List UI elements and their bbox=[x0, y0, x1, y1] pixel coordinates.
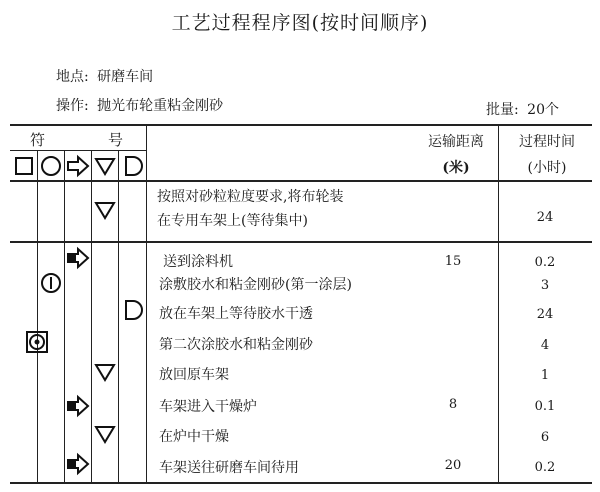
arrow-icon bbox=[66, 154, 90, 178]
row4-text: 放在车架上等待胶水干透 bbox=[159, 306, 313, 322]
operation-circle-icon bbox=[39, 271, 63, 295]
symbol-col-divider-4 bbox=[118, 150, 119, 482]
header-time-line2: (小时) bbox=[527, 160, 567, 176]
location-line bbox=[56, 66, 153, 86]
row2-time: 0.2 bbox=[534, 255, 556, 270]
row6-text: 放回原车架 bbox=[159, 367, 229, 383]
square-icon bbox=[12, 154, 36, 178]
delay-d-icon bbox=[121, 298, 145, 322]
table-bottom-rule bbox=[10, 482, 592, 484]
operation-value: 抛光布轮重粘金刚砂 bbox=[97, 98, 224, 114]
d-icon bbox=[121, 154, 145, 178]
header-distance-line2: (米) bbox=[442, 160, 470, 176]
batch-line bbox=[486, 99, 559, 119]
transport-arrow-icon bbox=[66, 246, 90, 270]
row9-time: 0.2 bbox=[534, 460, 556, 475]
row3-text: 涂敷胶水和粘金刚砂(第一涂层) bbox=[159, 277, 352, 293]
location-value: 研磨车间 bbox=[97, 69, 154, 85]
batch-value: 20个 bbox=[527, 102, 559, 118]
page-title: 工艺过程程序图(按时间顺序) bbox=[171, 12, 429, 34]
row1-text-line1: 按照对砂粒粒度要求,将布轮装 bbox=[157, 189, 344, 205]
batch-label: 批量: bbox=[486, 102, 519, 118]
header-hao: 号 bbox=[108, 131, 124, 149]
storage-triangle-icon bbox=[93, 422, 117, 446]
combined-square-circle-icon bbox=[25, 330, 49, 354]
first-section-rule bbox=[10, 241, 592, 243]
storage-triangle-icon bbox=[93, 198, 117, 222]
row2-distance: 15 bbox=[444, 254, 462, 269]
row8-time: 6 bbox=[540, 430, 550, 445]
row7-text: 车架进入干燥炉 bbox=[159, 399, 257, 415]
row2-text: 送到涂料机 bbox=[163, 254, 233, 270]
row6-time: 1 bbox=[540, 368, 550, 383]
operation-line bbox=[56, 95, 223, 115]
symbol-col-divider-3 bbox=[91, 150, 92, 482]
row9-text: 车架送往研磨车间待用 bbox=[159, 460, 299, 476]
header-fu: 符 bbox=[30, 131, 46, 149]
header-bottom-rule bbox=[10, 180, 592, 182]
symbol-col-divider-1 bbox=[37, 150, 38, 482]
location-label: 地点: bbox=[56, 69, 89, 85]
circle-icon bbox=[39, 154, 63, 178]
symbol-col-divider-2 bbox=[64, 150, 65, 482]
row1-time: 24 bbox=[536, 210, 554, 225]
table-top-rule bbox=[10, 124, 592, 126]
row5-time: 4 bbox=[540, 338, 550, 353]
row7-time: 0.1 bbox=[534, 399, 556, 414]
triangle-icon bbox=[93, 154, 117, 178]
header-distance-line1: 运输距离 bbox=[428, 134, 484, 150]
transport-arrow-icon bbox=[66, 452, 90, 476]
row5-text: 第二次涂胶水和粘金刚砂 bbox=[159, 337, 313, 353]
row1-text-line2: 在专用车架上(等待集中) bbox=[157, 213, 308, 229]
row4-time: 24 bbox=[536, 307, 554, 322]
row3-time: 3 bbox=[540, 278, 550, 293]
operation-label: 操作: bbox=[56, 98, 89, 114]
distance-time-divider bbox=[498, 124, 499, 482]
row8-text: 在炉中干燥 bbox=[159, 429, 229, 445]
header-time-line1: 过程时间 bbox=[519, 134, 575, 150]
storage-triangle-icon bbox=[93, 360, 117, 384]
row7-distance: 8 bbox=[448, 397, 458, 412]
symbol-block-right-border bbox=[146, 124, 147, 482]
row9-distance: 20 bbox=[444, 458, 462, 473]
transport-arrow-icon bbox=[66, 394, 90, 418]
symbol-header-rule bbox=[10, 150, 146, 151]
